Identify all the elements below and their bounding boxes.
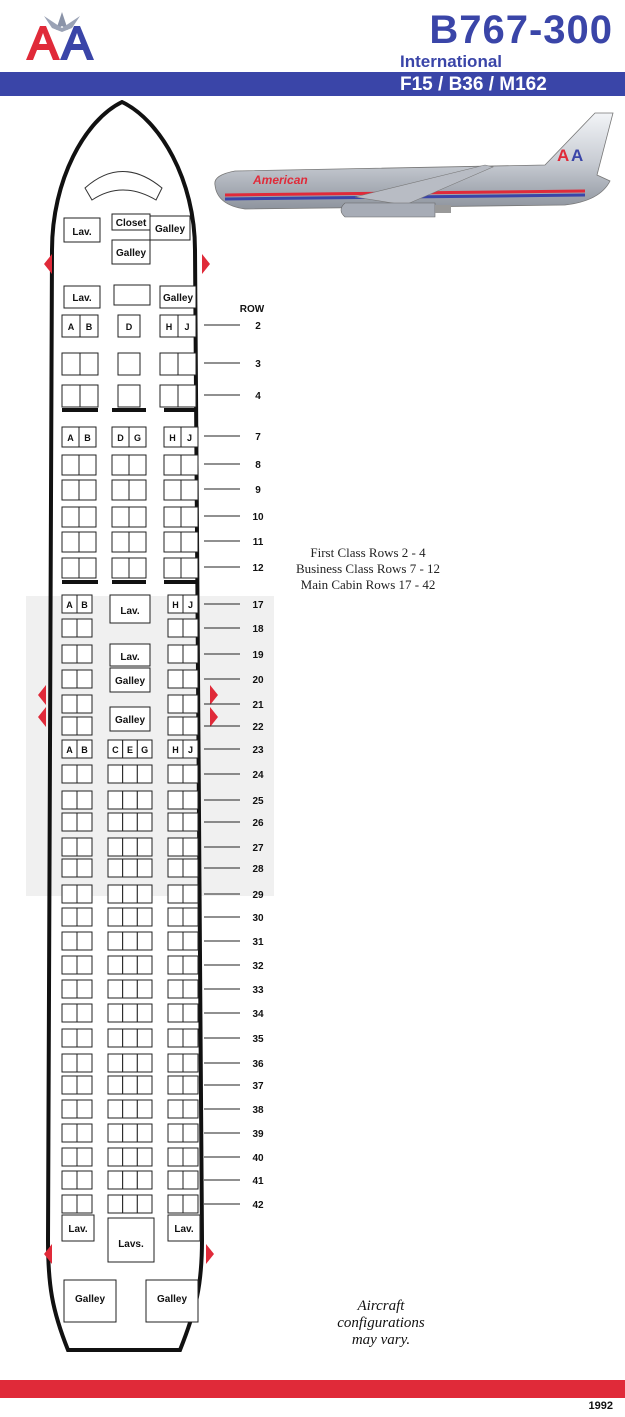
forward-lav-label: Lav. xyxy=(72,227,92,238)
coach-seat-left xyxy=(62,695,77,713)
coach-seat-right xyxy=(183,980,198,998)
aft-lav-left-label: Lav. xyxy=(68,1224,88,1235)
coach-seat-right xyxy=(168,645,183,663)
coach-seat-left xyxy=(77,1054,92,1072)
seat-letter: C xyxy=(112,745,119,755)
coach-seat-center xyxy=(123,838,138,856)
coach-seat-left xyxy=(62,1076,77,1094)
coach-seat-center xyxy=(137,765,152,783)
coach-seat-center xyxy=(137,1029,152,1047)
coach-seat-right xyxy=(183,670,198,688)
coach-seat-right xyxy=(183,1100,198,1118)
coach-seat-left xyxy=(77,1076,92,1094)
aft-lavs-label: Lavs. xyxy=(118,1239,144,1250)
coach-seat-left xyxy=(62,980,77,998)
note-line-2: configurations xyxy=(337,1315,425,1331)
row-number: 24 xyxy=(252,770,264,781)
coach-seat-center xyxy=(137,980,152,998)
seat-letter: A xyxy=(66,600,73,610)
row-number: 37 xyxy=(252,1081,264,1092)
row-number: 28 xyxy=(252,864,264,875)
first-seat-left xyxy=(80,353,98,375)
first-class-rows: First Class Rows 2 - 4 xyxy=(310,545,426,560)
coach-seat-right xyxy=(168,1004,183,1022)
coach-seat-left xyxy=(62,619,77,637)
row-number: 23 xyxy=(252,745,264,756)
cockpit-windows xyxy=(85,172,162,201)
bulkhead xyxy=(112,580,146,584)
coach-seat-right xyxy=(183,1054,198,1072)
coach-seat-right xyxy=(168,1171,183,1189)
business-seat-right xyxy=(164,532,181,552)
seat-map xyxy=(0,100,300,1370)
business-seat-left xyxy=(62,558,79,578)
first-seat-right xyxy=(160,385,178,407)
coach-seat-right xyxy=(183,838,198,856)
first-seat-left xyxy=(62,385,80,407)
aircraft-variant: International xyxy=(400,52,503,71)
business-seat-center xyxy=(129,507,146,527)
row-number: 34 xyxy=(252,1009,264,1020)
coach-seat-right xyxy=(183,956,198,974)
bulkhead xyxy=(164,580,198,584)
row-number: 25 xyxy=(252,796,264,807)
bulkhead xyxy=(164,408,198,412)
coach-seat-center xyxy=(123,1029,138,1047)
coach-seat-left xyxy=(77,1148,92,1166)
business-seat-center xyxy=(112,558,129,578)
coach-seat-center xyxy=(137,1148,152,1166)
business-seat-left xyxy=(79,480,96,500)
coach-seat-center xyxy=(123,1148,138,1166)
coach-seat-right xyxy=(168,885,183,903)
forward-galley-right-label: Galley xyxy=(154,224,186,235)
seat-letter: A xyxy=(66,745,73,755)
coach-seat-center xyxy=(137,1124,152,1142)
coach-seat-center xyxy=(108,1148,123,1166)
coach-seat-center xyxy=(108,1100,123,1118)
coach-seat-center xyxy=(137,908,152,926)
row-number: 19 xyxy=(252,650,264,661)
row-number: 3 xyxy=(255,359,261,370)
coach-seat-right xyxy=(168,813,183,831)
mid-lav-label: Lav. xyxy=(120,606,140,617)
coach-seat-right xyxy=(168,765,183,783)
coach-seat-right xyxy=(168,1100,183,1118)
aft-galley-left-label: Galley xyxy=(74,1294,106,1305)
seat-letter: D xyxy=(125,322,133,332)
row-number: 8 xyxy=(255,460,261,471)
coach-seat-right xyxy=(183,813,198,831)
coach-seat-center xyxy=(108,1171,123,1189)
coach-seat-left xyxy=(77,813,92,831)
coach-seat-right xyxy=(183,1076,198,1094)
coach-seat-center xyxy=(137,813,152,831)
coach-seat-center xyxy=(123,859,138,877)
coach-seat-right xyxy=(183,791,198,809)
bulkhead xyxy=(112,408,146,412)
row-number: 22 xyxy=(252,722,264,733)
business-seat-left xyxy=(79,532,96,552)
coach-seat-center xyxy=(108,1054,123,1072)
exit-arrow-icon xyxy=(206,1244,214,1264)
coach-seat-right xyxy=(183,908,198,926)
coach-seat-left xyxy=(77,765,92,783)
svg-text:A: A xyxy=(557,146,570,165)
coach-seat-left xyxy=(77,1029,92,1047)
business-seat-right xyxy=(181,532,198,552)
coach-seat-center xyxy=(108,838,123,856)
business-seat-left xyxy=(62,455,79,475)
row-heading: ROW xyxy=(239,304,265,315)
coach-seat-center xyxy=(137,1004,152,1022)
mid-lav-2-label: Lav. xyxy=(120,652,140,663)
business-seat-center xyxy=(129,558,146,578)
coach-seat-center xyxy=(108,1076,123,1094)
seat-letter: A xyxy=(67,322,75,332)
coach-seat-center xyxy=(108,1195,123,1213)
coach-seat-left xyxy=(62,791,77,809)
row-number: 17 xyxy=(252,600,264,611)
business-seat-center xyxy=(112,532,129,552)
mid-galley-label: Galley xyxy=(114,676,146,687)
coach-seat-right xyxy=(168,717,183,735)
coach-seat-left xyxy=(62,956,77,974)
business-seat-center xyxy=(129,480,146,500)
coach-seat-right xyxy=(183,1124,198,1142)
first-seat-right xyxy=(178,353,196,375)
coach-seat-center xyxy=(137,1195,152,1213)
business-seat-left xyxy=(79,507,96,527)
footer-bar xyxy=(0,1380,625,1398)
business-class-rows: Business Class Rows 7 - 12 xyxy=(295,561,441,576)
row-number: 32 xyxy=(252,961,264,972)
coach-seat-left xyxy=(77,670,92,688)
exit-arrow-icon xyxy=(44,254,52,274)
business-seat-left xyxy=(79,558,96,578)
coach-seat-right xyxy=(183,1004,198,1022)
coach-seat-center xyxy=(108,885,123,903)
seat-letter: A xyxy=(67,433,74,443)
coach-seat-left xyxy=(77,645,92,663)
svg-text:American: American xyxy=(253,173,308,187)
seat-letter: J xyxy=(184,322,190,332)
business-seat-right xyxy=(164,480,181,500)
coach-seat-left xyxy=(77,908,92,926)
coach-seat-center xyxy=(137,838,152,856)
row-number: 4 xyxy=(255,391,261,402)
coach-seat-left xyxy=(62,717,77,735)
coach-seat-center xyxy=(137,1171,152,1189)
year-label: 1992 xyxy=(588,1400,613,1412)
coach-seat-left xyxy=(77,1100,92,1118)
seat-letter: H xyxy=(169,433,176,443)
row-number: 7 xyxy=(255,432,261,443)
exit-arrow-icon xyxy=(202,254,210,274)
row-number: 39 xyxy=(252,1129,264,1140)
row-number: 9 xyxy=(255,485,261,496)
coach-seat-left xyxy=(62,908,77,926)
seat-letter: J xyxy=(187,600,194,610)
coach-seat-right xyxy=(168,695,183,713)
business-seat-center xyxy=(129,532,146,552)
coach-seat-center xyxy=(137,932,152,950)
coach-seat-right xyxy=(168,956,183,974)
coach-seat-left xyxy=(77,1004,92,1022)
first-seat-left xyxy=(80,385,98,407)
coach-seat-center xyxy=(108,1124,123,1142)
row-number: 26 xyxy=(252,818,264,829)
coach-seat-left xyxy=(77,791,92,809)
closet-label: Closet xyxy=(115,218,147,229)
coach-seat-left xyxy=(77,932,92,950)
seat-letter: G xyxy=(141,745,149,755)
coach-seat-left xyxy=(62,645,77,663)
coach-seat-right xyxy=(168,932,183,950)
business-seat-left xyxy=(62,532,79,552)
coach-seat-right xyxy=(183,717,198,735)
coach-seat-left xyxy=(77,1171,92,1189)
first-seat-left xyxy=(62,353,80,375)
coach-seat-center xyxy=(137,1054,152,1072)
row-number: 38 xyxy=(252,1105,264,1116)
coach-seat-left xyxy=(77,1195,92,1213)
coach-seat-left xyxy=(62,1054,77,1072)
row-number: 10 xyxy=(252,512,264,523)
first-seat-right xyxy=(178,385,196,407)
american-airlines-logo xyxy=(22,6,102,64)
coach-seat-center xyxy=(123,1124,138,1142)
seat-letter: B xyxy=(85,322,93,332)
row-number: 40 xyxy=(252,1153,264,1164)
row-number: 11 xyxy=(252,537,264,548)
bulkhead xyxy=(62,580,98,584)
cabin-class-info xyxy=(288,545,448,593)
note-line-3: may vary. xyxy=(351,1332,411,1348)
seat-letter: G xyxy=(133,433,142,443)
coach-seat-left xyxy=(62,1148,77,1166)
coach-seat-left xyxy=(77,859,92,877)
coach-seat-center xyxy=(123,1054,138,1072)
business-seat-center xyxy=(112,480,129,500)
coach-seat-center xyxy=(108,908,123,926)
seat-letter: E xyxy=(126,745,134,755)
coach-seat-center xyxy=(123,1195,138,1213)
coach-seat-right xyxy=(168,1076,183,1094)
coach-seat-center xyxy=(123,765,138,783)
coach-seat-right xyxy=(168,908,183,926)
coach-seat-left xyxy=(77,717,92,735)
coach-seat-right xyxy=(183,645,198,663)
coach-seat-right xyxy=(168,670,183,688)
coach-seat-center xyxy=(108,1029,123,1047)
coach-seat-center xyxy=(123,791,138,809)
coach-seat-right xyxy=(183,1171,198,1189)
business-seat-right xyxy=(181,558,198,578)
coach-seat-center xyxy=(137,791,152,809)
seat-letter: H xyxy=(165,322,173,332)
row-number: 42 xyxy=(252,1200,264,1211)
coach-seat-right xyxy=(183,932,198,950)
first-seat-center xyxy=(118,385,140,407)
coach-seat-right xyxy=(183,1148,198,1166)
business-seat-left xyxy=(62,480,79,500)
coach-seat-right xyxy=(183,619,198,637)
coach-seat-center xyxy=(123,1171,138,1189)
coach-seat-center xyxy=(108,956,123,974)
coach-seat-right xyxy=(183,1029,198,1047)
coach-seat-left xyxy=(77,885,92,903)
coach-seat-left xyxy=(77,980,92,998)
coach-seat-right xyxy=(168,791,183,809)
business-seat-center xyxy=(112,507,129,527)
coach-seat-left xyxy=(62,813,77,831)
aft-lav-right-label: Lav. xyxy=(174,1224,194,1235)
forward-galley-center-label: Galley xyxy=(115,248,147,259)
coach-seat-center xyxy=(123,1004,138,1022)
coach-seat-left xyxy=(62,1124,77,1142)
business-seat-right xyxy=(164,558,181,578)
coach-seat-right xyxy=(168,980,183,998)
note-line-1: Aircraft xyxy=(357,1298,405,1314)
lav-2-label: Lav. xyxy=(72,293,92,304)
svg-text:A: A xyxy=(571,146,584,165)
galley-2-label: Galley xyxy=(162,293,194,304)
coach-seat-center xyxy=(108,980,123,998)
business-seat-right xyxy=(181,455,198,475)
coach-seat-right xyxy=(183,765,198,783)
business-seat-center xyxy=(129,455,146,475)
coach-seat-center xyxy=(137,1100,152,1118)
business-seat-left xyxy=(62,507,79,527)
coach-seat-left xyxy=(62,670,77,688)
business-seat-left xyxy=(79,455,96,475)
coach-seat-left xyxy=(77,956,92,974)
coach-seat-left xyxy=(62,859,77,877)
first-seat-right xyxy=(160,353,178,375)
coach-seat-center xyxy=(123,1076,138,1094)
row-number: 35 xyxy=(252,1034,264,1045)
business-seat-right xyxy=(181,507,198,527)
coach-seat-left xyxy=(62,838,77,856)
row-number: 18 xyxy=(252,624,264,635)
coach-seat-left xyxy=(77,838,92,856)
row-number: 2 xyxy=(255,321,261,332)
coach-seat-center xyxy=(108,813,123,831)
coach-seat-right xyxy=(168,859,183,877)
coach-seat-center xyxy=(108,765,123,783)
coach-seat-left xyxy=(62,885,77,903)
coach-seat-right xyxy=(168,1054,183,1072)
coach-seat-center xyxy=(123,1100,138,1118)
seat-letter: H xyxy=(172,600,179,610)
coach-seat-center xyxy=(123,932,138,950)
business-seat-center xyxy=(112,455,129,475)
coach-seat-right xyxy=(168,838,183,856)
seat-letter: B xyxy=(81,600,88,610)
coach-seat-right xyxy=(168,1148,183,1166)
coach-seat-center xyxy=(108,791,123,809)
coach-seat-center xyxy=(123,956,138,974)
row-number: 20 xyxy=(252,675,264,686)
coach-seat-left xyxy=(62,1171,77,1189)
row-number: 33 xyxy=(252,985,264,996)
business-seat-right xyxy=(181,480,198,500)
coach-seat-center xyxy=(123,980,138,998)
row-number: 31 xyxy=(252,937,264,948)
coach-seat-left xyxy=(62,765,77,783)
aircraft-title: B767-300 xyxy=(429,8,613,52)
coach-seat-left xyxy=(77,619,92,637)
first-seat-center xyxy=(118,353,140,375)
seat-letter: H xyxy=(172,745,179,755)
coach-seat-right xyxy=(168,1029,183,1047)
seat-letter: J xyxy=(187,745,194,755)
coach-seat-left xyxy=(62,932,77,950)
cabin-codes: F15 / B36 / M162 xyxy=(400,74,547,95)
coach-seat-center xyxy=(137,1076,152,1094)
coach-seat-left xyxy=(62,1195,77,1213)
coach-seat-center xyxy=(137,956,152,974)
row-number: 41 xyxy=(252,1176,264,1187)
coach-seat-right xyxy=(168,1124,183,1142)
coach-seat-right xyxy=(183,885,198,903)
configuration-note xyxy=(316,1298,446,1349)
coach-seat-center xyxy=(137,859,152,877)
coach-seat-right xyxy=(183,859,198,877)
seat-letter: B xyxy=(81,745,88,755)
row-number: 21 xyxy=(252,700,264,711)
coach-seat-center xyxy=(137,885,152,903)
coach-seat-center xyxy=(108,1004,123,1022)
main-cabin-rows: Main Cabin Rows 17 - 42 xyxy=(300,577,436,592)
coach-seat-left xyxy=(62,1004,77,1022)
coach-seat-left xyxy=(77,695,92,713)
galley-unit-center xyxy=(114,285,150,305)
aft-galley-right-label: Galley xyxy=(156,1294,188,1305)
coach-seat-right xyxy=(168,1195,183,1213)
coach-seat-center xyxy=(108,932,123,950)
coach-seat-center xyxy=(123,813,138,831)
seat-letter: J xyxy=(186,433,193,443)
row-number: 29 xyxy=(252,890,264,901)
coach-seat-left xyxy=(62,1029,77,1047)
coach-seat-left xyxy=(77,1124,92,1142)
row-number: 12 xyxy=(252,563,264,574)
business-seat-right xyxy=(164,507,181,527)
coach-seat-center xyxy=(123,885,138,903)
seat-letter: B xyxy=(84,433,91,443)
business-seat-right xyxy=(164,455,181,475)
coach-seat-center xyxy=(123,908,138,926)
row-number: 36 xyxy=(252,1059,264,1070)
seat-letter: D xyxy=(117,433,124,443)
coach-seat-center xyxy=(108,859,123,877)
coach-seat-right xyxy=(183,695,198,713)
row-number: 27 xyxy=(252,843,264,854)
row-number: 30 xyxy=(252,913,264,924)
mid-galley-2-label: Galley xyxy=(114,715,146,726)
coach-seat-right xyxy=(183,1195,198,1213)
coach-seat-left xyxy=(62,1100,77,1118)
coach-seat-right xyxy=(168,619,183,637)
bulkhead xyxy=(62,408,98,412)
